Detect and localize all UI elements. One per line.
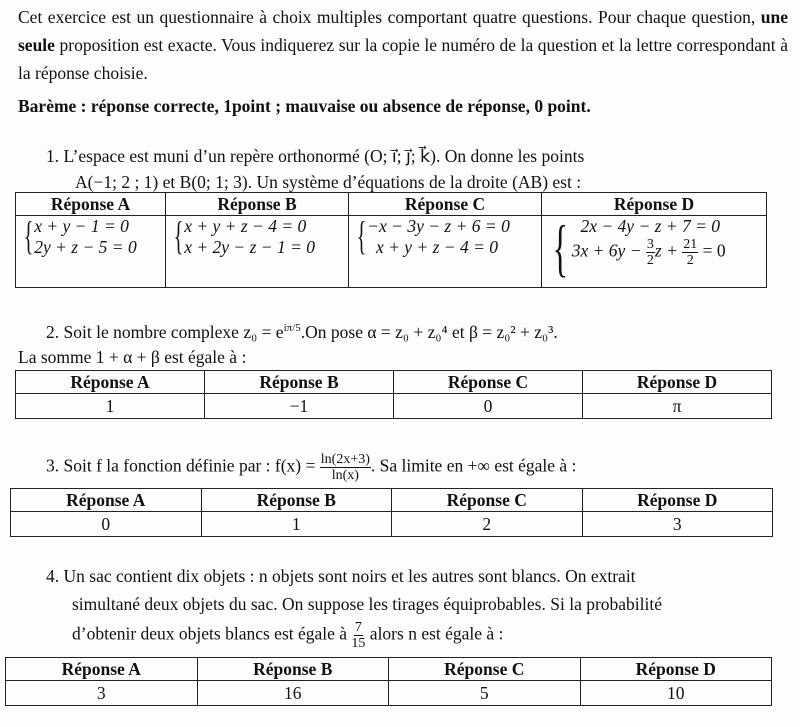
q1-answer-a: { x + y − 1 = 0 2y + z − 5 = 0 bbox=[16, 216, 166, 288]
intro-text: Cet exercice est un questionnaire à choix multiples comportant quatre questions. Pour chaque question, une seule proposition est exacte. Vous indiquerez sur la copie le numéro de la question et la lettre correspondant à la réponse choisie. bbox=[18, 7, 788, 83]
q4-answer-c: 5 bbox=[389, 681, 581, 706]
bareme: Barème : réponse correcte, 1point ; mauvaise ou absence de réponse, 0 point. bbox=[18, 96, 591, 116]
q3-table bbox=[10, 488, 773, 537]
q3-line: 3. Soit f la fonction définie par : f(x) = $\frac{\ln(2x+3)}{\ln(x)}$ . Sa limite en +∞ est égale à : bbox=[46, 452, 577, 483]
header-b: Réponse B bbox=[197, 658, 389, 681]
header-b: Réponse B bbox=[201, 489, 392, 512]
q4-answer-d: 10 bbox=[580, 681, 772, 706]
q4-table bbox=[5, 657, 772, 706]
header-d: Réponse D bbox=[583, 371, 772, 394]
q4-line2: simultané deux objets du sac. On suppose les tirages équiprobables. Si la probabilité bbox=[72, 594, 663, 614]
header-a: Réponse A bbox=[11, 489, 202, 512]
q2-answer-c: 0 bbox=[394, 394, 583, 419]
header-b: Réponse B bbox=[205, 371, 394, 394]
q2-line1: 2. Soit le nombre complexe $z_0 = e^{i\pi/5}.On$ pose α = z₀ + z₀⁴ et β = z₀² + z₀³. bbox=[46, 322, 558, 342]
q2-answer-a: 1 bbox=[16, 394, 205, 419]
q2-line2: La somme 1 + α + β est égale à : bbox=[18, 347, 247, 367]
q3-answer-a: 0 bbox=[11, 512, 202, 537]
q1-answer-d: { 2x − 4y − z + 7 = 0 3x + 6y − $\frac{3}{2}$ z + $\frac{21}{2}$ = 0 bbox=[542, 216, 767, 288]
header-a: Réponse A bbox=[6, 658, 198, 681]
header-c: Réponse C bbox=[389, 658, 581, 681]
header-c: Réponse C bbox=[394, 371, 583, 394]
header-d: Réponse D bbox=[580, 658, 772, 681]
q1-table bbox=[15, 192, 767, 288]
q2-answer-d: π bbox=[583, 394, 772, 419]
header-d: Réponse D bbox=[582, 489, 773, 512]
q2-table bbox=[15, 370, 772, 419]
q4-answer-a: 3 bbox=[6, 681, 198, 706]
q4-line3: d’obtenir deux objets blancs est égale à $\frac{7}{15}$ alors n est égale à : bbox=[72, 620, 504, 651]
q4-answer-b: 16 bbox=[197, 681, 389, 706]
q3-answer-b: 1 bbox=[201, 512, 392, 537]
q1-answer-c: { −x − 3y − z + 6 = 0 x + y + z − 4 = 0 bbox=[349, 216, 542, 288]
header-d: Réponse D bbox=[542, 193, 767, 216]
q3-answer-d: 3 bbox=[582, 512, 773, 537]
q4-line1: 4. Un sac contient dix objets : n objets sont noirs et les autres sont blancs. On extrait bbox=[46, 566, 636, 586]
header-c: Réponse C bbox=[349, 193, 542, 216]
header-a: Réponse A bbox=[16, 193, 166, 216]
q3-answer-c: 2 bbox=[392, 512, 583, 537]
q2-answer-b: −1 bbox=[205, 394, 394, 419]
header-b: Réponse B bbox=[166, 193, 349, 216]
header-a: Réponse A bbox=[16, 371, 205, 394]
header-c: Réponse C bbox=[392, 489, 583, 512]
q1-line1: 1. L’espace est muni d’un repère orthonormé (O; i⃗; j⃗; k⃗). On donne les points bbox=[46, 146, 585, 166]
q1-answer-b: { x + y + z − 4 = 0 x + 2y − z − 1 = 0 bbox=[166, 216, 349, 288]
q1-line2: A(−1; 2 ; 1) et B(0; 1; 3). Un système d’équations de la droite (AB) est : bbox=[75, 172, 582, 192]
